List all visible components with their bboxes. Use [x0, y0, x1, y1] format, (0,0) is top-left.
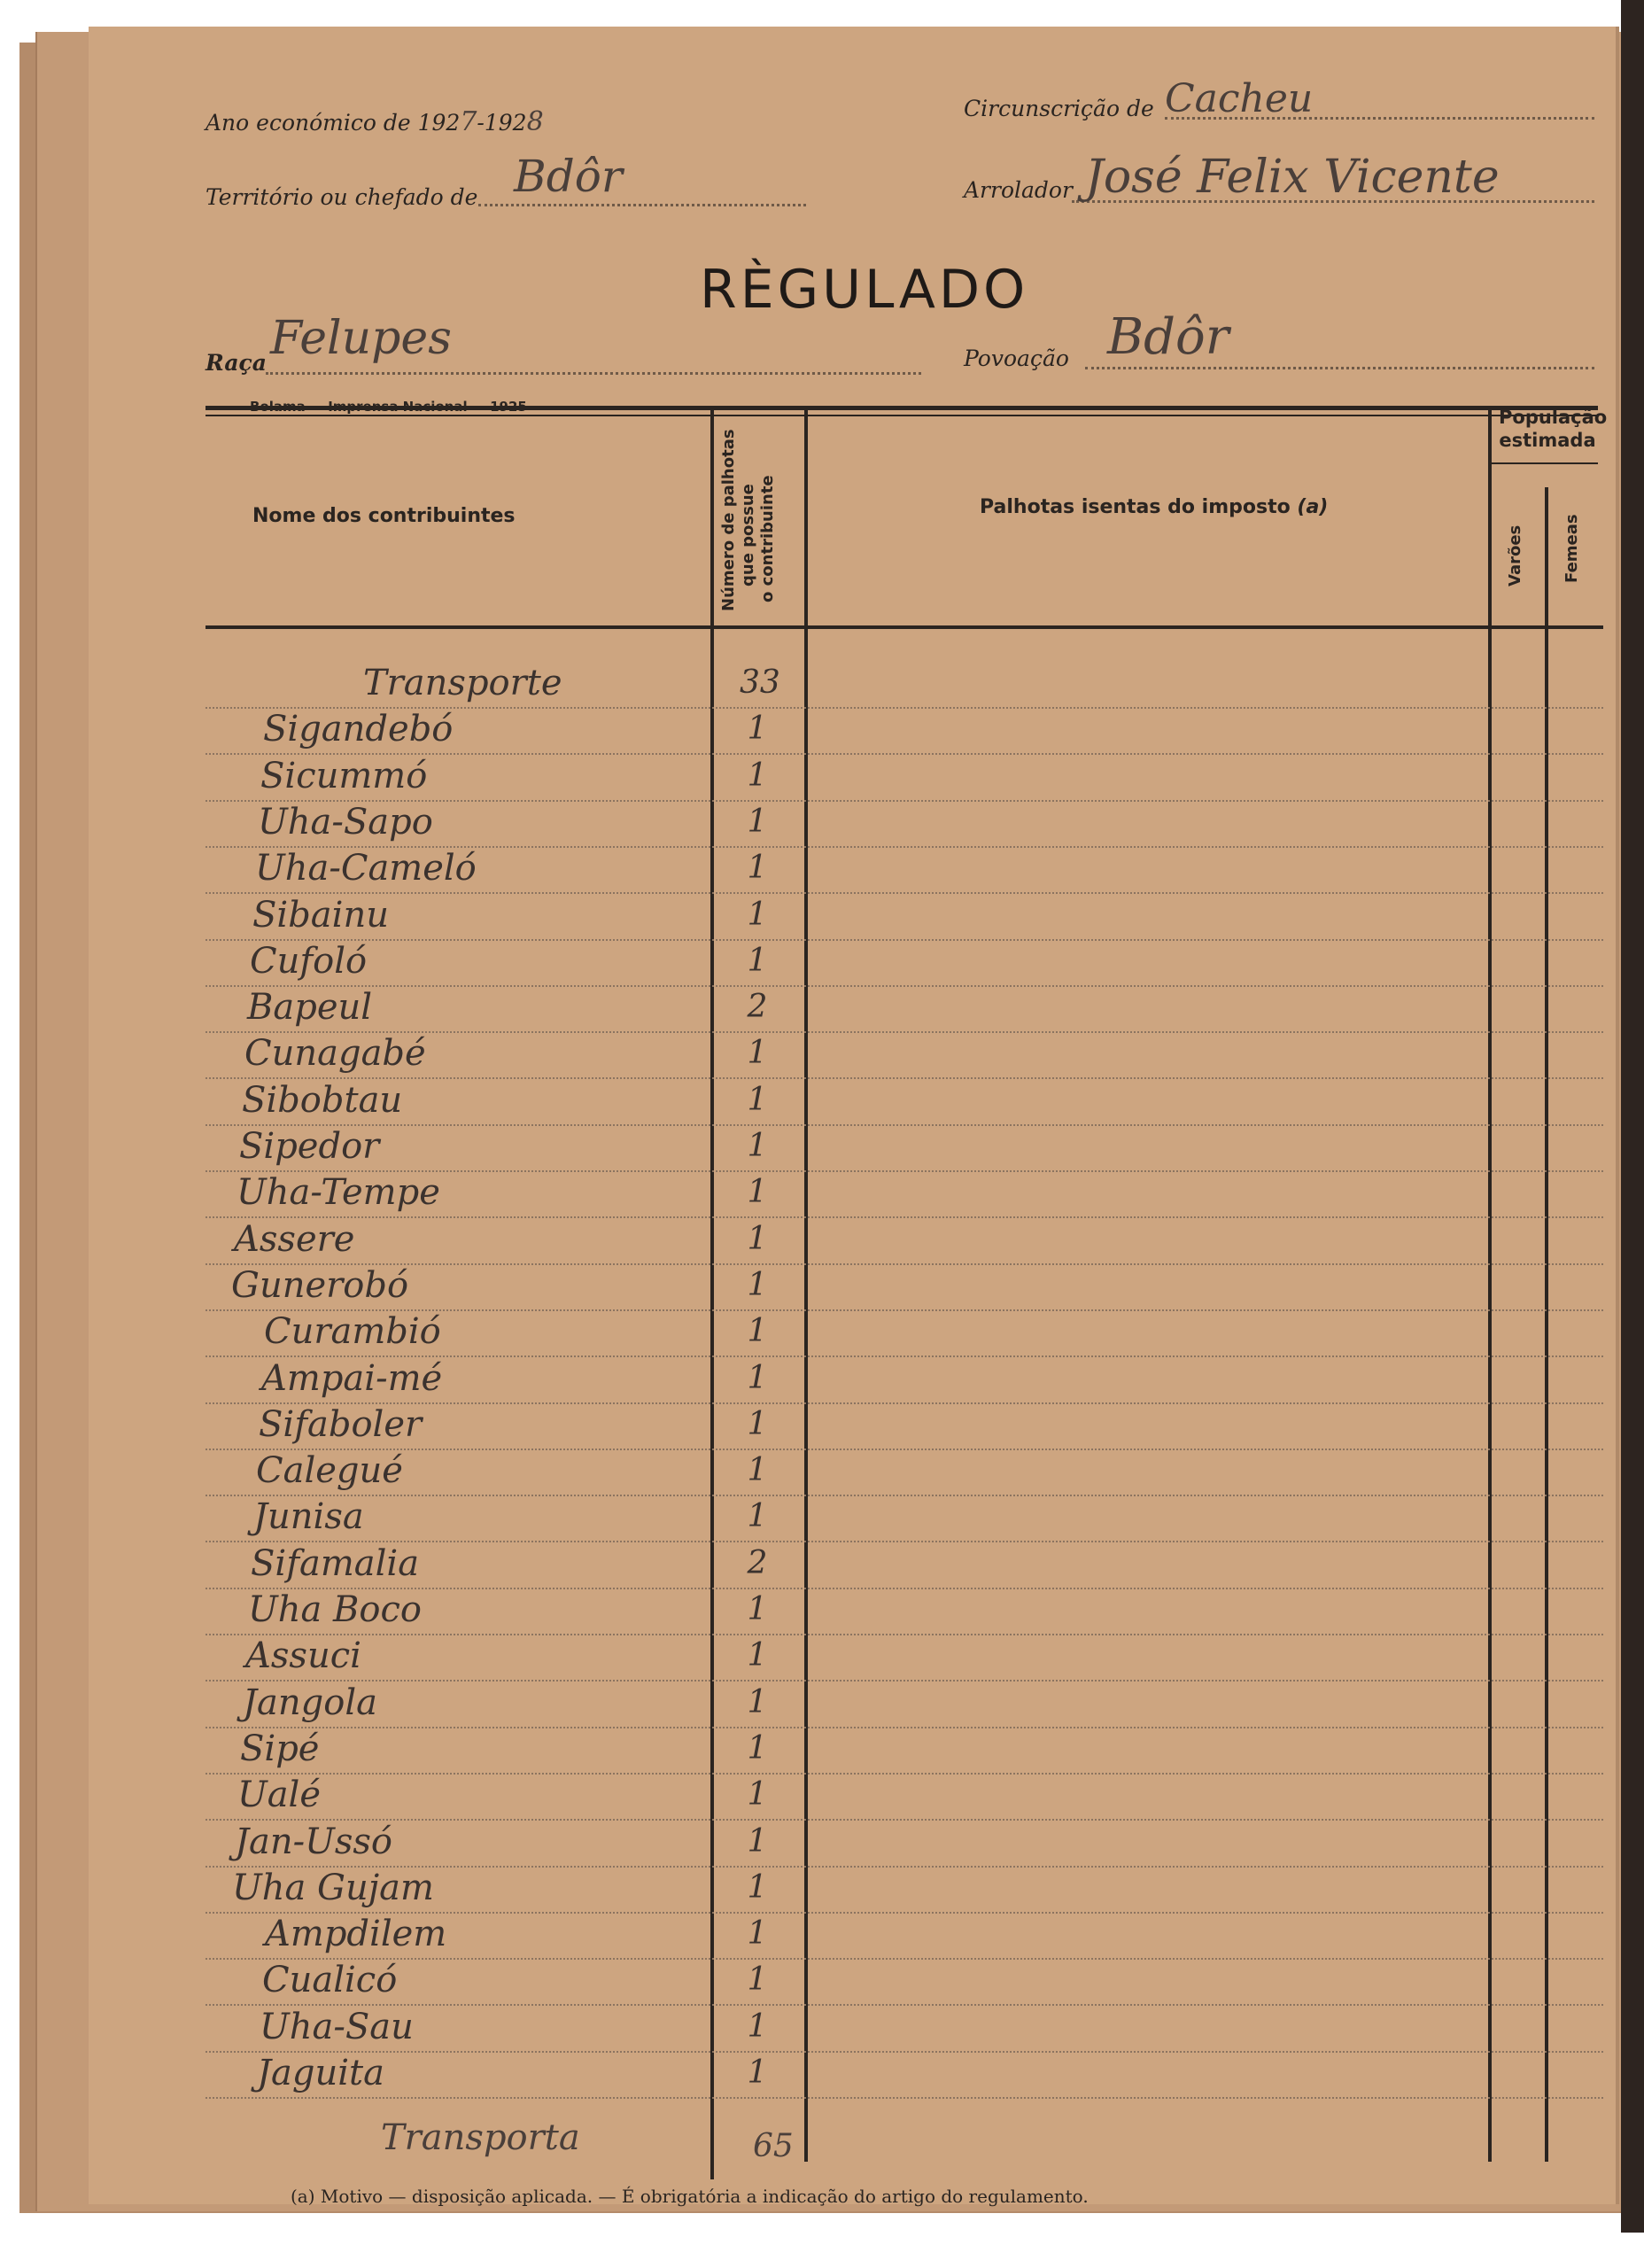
- contributor-name: Ualé: [237, 1775, 322, 1816]
- contributor-name: Cufoló: [250, 940, 368, 982]
- header-rule-thin: [206, 415, 1598, 416]
- hut-count: 1: [747, 1266, 768, 1303]
- povoacao-dotline: [1085, 367, 1594, 369]
- contributor-name: Jan-Ussó: [235, 1821, 393, 1862]
- contributor-name: Sipedor: [239, 1126, 380, 1167]
- hut-count: 1: [747, 1220, 768, 1257]
- contributor-name: Sifamalia: [251, 1542, 420, 1584]
- ruled-line: [206, 1634, 1603, 1635]
- contributor-name: Sicummó: [260, 755, 428, 796]
- hut-count: 1: [747, 942, 768, 979]
- raca-dotline: [266, 372, 921, 375]
- col-nome-header: Nome dos contribuintes: [252, 505, 516, 527]
- contributor-name: Sigandebó: [263, 709, 454, 750]
- col-divider-1: [710, 408, 714, 2179]
- contributor-name: Sifaboler: [259, 1403, 423, 1445]
- hut-count: 2: [747, 989, 768, 1026]
- contributor-name: Cunagabé: [244, 1033, 426, 1075]
- ruled-line: [206, 1449, 1603, 1450]
- ruled-line: [206, 1124, 1603, 1126]
- hut-count: 1: [747, 1961, 768, 1999]
- hut-count: 1: [747, 1174, 768, 1211]
- hut-count: 1: [747, 1683, 768, 1720]
- ruled-line: [206, 1495, 1603, 1496]
- territorio-dotline: [478, 204, 806, 206]
- hut-count: 1: [747, 757, 768, 794]
- hut-count: 1: [747, 1035, 768, 1072]
- book-edge-shadow: [1621, 0, 1644, 2233]
- col-divider-2: [804, 408, 808, 2162]
- ruled-line: [206, 985, 1603, 987]
- ano-start-digit: 7: [460, 106, 477, 137]
- page-title: RÈGULADO: [700, 259, 1029, 321]
- contributor-name: Gunerobó: [231, 1264, 409, 1306]
- contributor-name: Junisa: [253, 1496, 364, 1538]
- col-divider-3: [1488, 408, 1492, 2162]
- hut-count: 1: [747, 1637, 768, 1674]
- circunscricao-label: Circunscrição de: [964, 96, 1154, 121]
- hut-count: 1: [747, 1128, 768, 1164]
- contributor-name: Calegué: [256, 1450, 403, 1492]
- povoacao-value: Bdôr: [1107, 308, 1229, 366]
- arrolador-value: José Felix Vicente: [1085, 151, 1500, 204]
- hut-count: 1: [747, 1915, 768, 1953]
- ano-end-digit: 8: [526, 106, 544, 137]
- contributor-name: Curambió: [264, 1311, 441, 1353]
- ruled-line: [206, 1216, 1603, 1218]
- contributor-name: Uha Gujam: [232, 1867, 434, 1908]
- hut-count: 33: [740, 664, 780, 701]
- column-header-rule: [206, 625, 1603, 629]
- hut-count: 1: [747, 850, 768, 887]
- hut-count: 1: [747, 1498, 768, 1535]
- ruled-line: [206, 1773, 1603, 1775]
- col-numero-header-1: Número de palhotas: [719, 429, 738, 611]
- contributor-name: Uha-Cameló: [255, 848, 477, 889]
- ruled-line: [206, 2097, 1603, 2099]
- ruled-line: [206, 2004, 1603, 2006]
- contributor-name: Assere: [234, 1218, 355, 1260]
- footnote: (a) Motivo — disposição aplicada. — É obrigatória a indicação do artigo do regulamento.: [291, 2186, 1089, 2207]
- hut-count: 1: [747, 1081, 768, 1118]
- populacao-rule: [1490, 462, 1598, 464]
- ruled-line: [206, 939, 1603, 941]
- col-numero-header-3: o contribuinte: [758, 475, 777, 602]
- col-divider-4: [1545, 487, 1548, 2162]
- contributor-name: Bapeul: [247, 987, 373, 1029]
- povoacao-label: Povoação: [964, 346, 1069, 371]
- ruled-line: [206, 1819, 1603, 1821]
- total-count: 65: [753, 2128, 794, 2164]
- hut-count: 1: [747, 711, 768, 748]
- ruled-line: [206, 1263, 1603, 1265]
- hut-count: 2: [747, 1544, 768, 1581]
- contributor-name: Uha-Sau: [260, 2006, 414, 2047]
- ruled-line: [206, 1727, 1603, 1728]
- circunscricao-value: Cacheu: [1165, 76, 1314, 121]
- hut-count: 1: [747, 1822, 768, 1860]
- contributor-name: Jaguita: [257, 2053, 384, 2093]
- col-isentas-header: Palhotas isentas do imposto (a): [980, 496, 1329, 518]
- raca-label: Raça: [206, 350, 267, 376]
- hut-count: 1: [747, 1729, 768, 1767]
- hut-count: 1: [747, 1359, 768, 1396]
- register-page: [89, 27, 1619, 2207]
- contributor-name: Uha Boco: [248, 1589, 422, 1630]
- transport-label: Transporte: [363, 663, 562, 703]
- col-varoes-header: Varões: [1506, 524, 1524, 586]
- ruled-line: [206, 892, 1603, 894]
- hut-count: 1: [747, 803, 768, 840]
- ruled-line: [206, 1680, 1603, 1682]
- contributor-name: Sipé: [240, 1728, 320, 1769]
- hut-count: 1: [747, 1405, 768, 1442]
- contributor-name: Sibainu: [252, 894, 389, 936]
- contributor-name: Uha-Tempe: [237, 1172, 440, 1214]
- hut-count: 1: [747, 2054, 768, 2091]
- hut-count: 1: [747, 896, 768, 933]
- contributor-name: Sibobtau: [242, 1079, 403, 1121]
- hut-count: 1: [747, 1452, 768, 1489]
- ruled-line: [206, 1958, 1603, 1960]
- contributor-name: Cualicó: [262, 1960, 398, 2001]
- ruled-line: [206, 2051, 1603, 2053]
- contributor-name: Ampdilem: [265, 1914, 447, 1955]
- col-femeas-header: Femeas: [1563, 514, 1581, 583]
- header-rule-thick: [206, 406, 1598, 410]
- total-label: Transporta: [381, 2117, 580, 2158]
- hut-count: 1: [747, 1868, 768, 1906]
- hut-count: 1: [747, 1776, 768, 1814]
- contributor-name: Ampai-mé: [261, 1357, 443, 1399]
- contributor-name: Jangola: [243, 1682, 377, 1723]
- col-numero-header-2: que possue: [739, 484, 757, 586]
- contributor-name: Uha-Sapo: [258, 801, 433, 843]
- contributor-name: Assuci: [245, 1635, 361, 1677]
- ruled-line: [206, 1077, 1603, 1079]
- raca-value: Felupes: [270, 312, 452, 365]
- arrolador-label: Arrolador: [964, 177, 1073, 203]
- territorio-value: Bdôr: [514, 151, 623, 202]
- hut-count: 1: [747, 1591, 768, 1627]
- territorio-label: Território ou chefado de: [206, 184, 478, 210]
- hut-count: 1: [747, 1313, 768, 1350]
- hut-count: 1: [747, 2008, 768, 2045]
- ano-label: Ano económico de 1927-1928: [206, 106, 544, 137]
- col-populacao-header: População estimada: [1499, 407, 1608, 451]
